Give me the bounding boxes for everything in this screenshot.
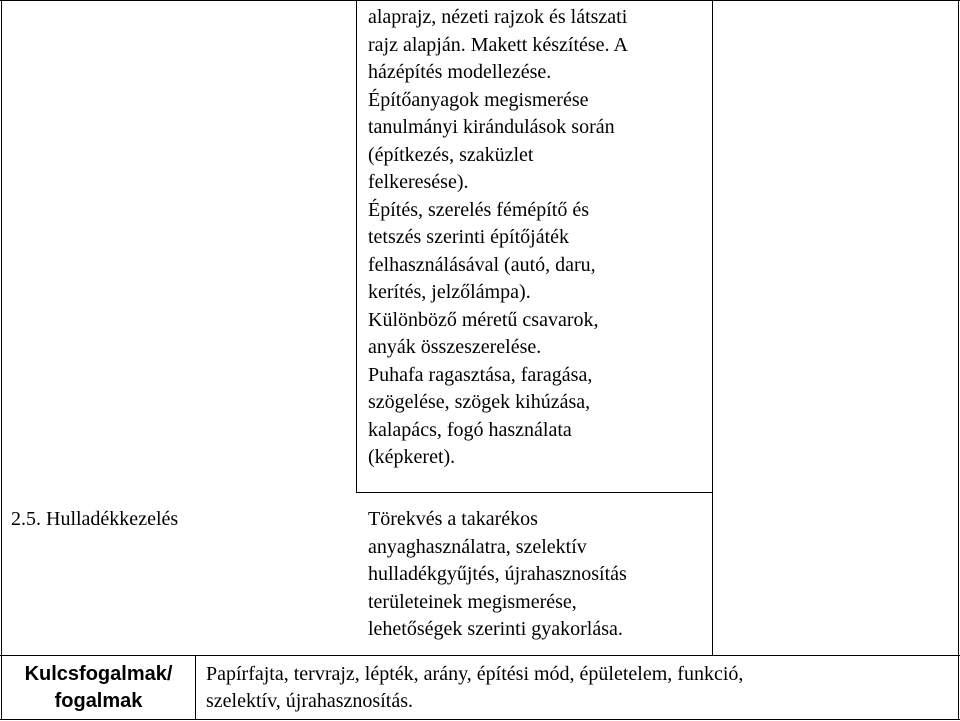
table-left-border — [1, 0, 2, 720]
activities-text: alaprajz, nézeti rajzok és látszati rajz alapján. Makett készítése. A házépítés modellezése. Építőanyagok megismerése tanulmányi kirándulások során (építkezés, szaküzlet felkeresése). Építés, szerelés fémépítő és tetszés szerinti építőjáték felhasználásával (autó, daru, kerítés, jelzőlámpa). Különböző méretű csavarok, anyák összeszerelése. Puhafa ragasztása, faragása, szögelése, szögek kihúzása, kalapács, fogó használata (képkeret). — [368, 6, 628, 468]
section-activities-text: Törekvés a takarékos anyaghasználatra, szelektív hulladékgyűjtés, újrahasznosítás területeinek megismerése, lehetőségek szerinti gyakorlása. — [368, 508, 627, 640]
key-concepts-text: Papírfajta, tervrajz, lépték, arány, építési mód, épületelem, funkció, szelektív, újrahasznosítás. — [206, 663, 744, 712]
section-topic: 2.5. Hulladékkezelés — [11, 508, 179, 530]
inner-row-divider — [356, 492, 713, 493]
column-divider-1 — [356, 0, 357, 493]
row-divider — [0, 655, 960, 656]
key-concepts-divider — [195, 655, 196, 720]
table-top-border — [0, 0, 960, 1]
key-concepts-heading: Kulcsfogalmak/ fogalmak — [24, 663, 173, 712]
column-divider-2 — [712, 0, 713, 656]
table-bottom-border — [0, 719, 960, 720]
table-right-border — [958, 0, 959, 720]
